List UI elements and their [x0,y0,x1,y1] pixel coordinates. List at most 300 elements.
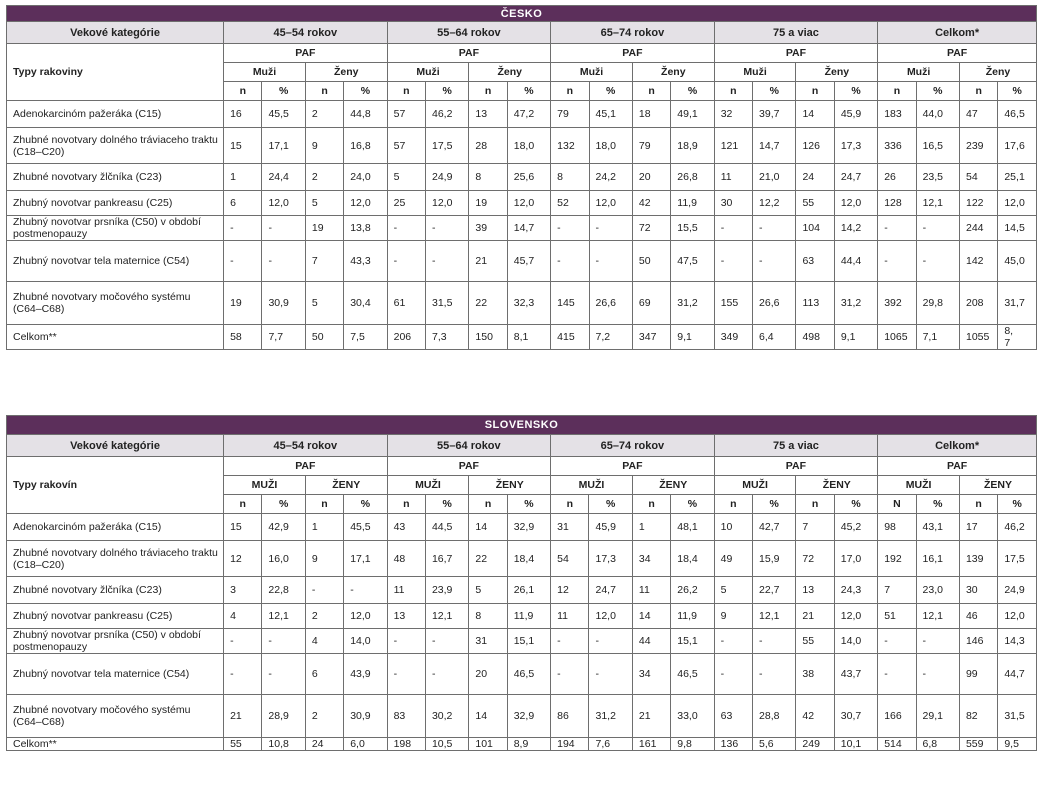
percent-cell: 31,7 [998,282,1037,325]
sex-header: MUŽI [878,476,960,495]
n-header: n [551,82,589,101]
count-cell: 126 [796,128,834,164]
percent-header: % [425,82,468,101]
n-header: n [796,82,834,101]
percent-cell: 18,9 [671,128,714,164]
count-cell: - [224,216,262,241]
count-cell: 98 [878,514,916,541]
percent-cell: 24,7 [834,164,877,191]
sex-header: Ženy [305,63,387,82]
count-cell: 11 [551,604,589,629]
percent-cell: 12,0 [344,191,387,216]
count-cell: 21 [224,695,262,738]
paf-header: PAF [551,457,715,476]
percent-header: % [671,495,714,514]
percent-cell: 18,4 [507,541,550,577]
age-group-header: 65–74 rokov [551,22,715,44]
percent-header: % [425,495,468,514]
count-cell: 82 [959,695,997,738]
percent-cell: 44,8 [344,101,387,128]
count-cell: 58 [224,325,262,350]
count-cell: 559 [959,738,997,751]
percent-cell: 14,2 [834,216,877,241]
count-cell: 63 [714,695,752,738]
count-cell: 57 [387,101,425,128]
percent-cell: 32,3 [507,282,550,325]
count-cell: 104 [796,216,834,241]
count-cell: - [387,629,425,654]
percent-cell: 47,2 [507,101,550,128]
count-cell: 347 [632,325,670,350]
percent-header: % [344,82,387,101]
percent-cell: 10,5 [425,738,468,751]
table-row [7,191,1037,216]
count-cell: 20 [632,164,670,191]
table-cesko [6,5,1037,350]
percent-cell: 7,5 [344,325,387,350]
count-cell: - [714,241,752,282]
percent-cell: 12,1 [262,604,305,629]
percent-cell: 23,5 [916,164,959,191]
count-cell: 38 [796,654,834,695]
table-row [7,164,1037,191]
count-cell: 128 [878,191,916,216]
count-cell: 142 [959,241,997,282]
percent-cell: 43,9 [344,654,387,695]
n-header: n [714,82,752,101]
percent-cell: 11,9 [507,604,550,629]
percent-header: % [671,82,714,101]
percent-cell: 46,5 [671,654,714,695]
percent-cell: 12,0 [834,191,877,216]
count-cell: - [714,654,752,695]
sex-header: ŽENY [469,476,551,495]
percent-cell: 21,0 [753,164,796,191]
percent-cell: 12,0 [998,604,1037,629]
sex-header: Muži [224,63,306,82]
count-cell: 47 [959,101,997,128]
count-cell: - [551,241,589,282]
cancer-type-label: Zhubný novotvar tela maternice (C54) [7,241,224,282]
table-row [7,604,1037,629]
count-cell: 7 [878,577,916,604]
percent-cell: 16,5 [916,128,959,164]
sex-header: ŽENY [796,476,878,495]
n-header: n [878,82,916,101]
percent-cell: 7,6 [589,738,632,751]
percent-cell: 12,1 [916,191,959,216]
percent-cell: 12,0 [834,604,877,629]
country-title: SLOVENSKO [7,416,1037,435]
count-cell: 79 [632,128,670,164]
percent-cell: 24,2 [589,164,632,191]
n-header: n [305,495,343,514]
count-cell: 21 [632,695,670,738]
paf-header: PAF [714,457,878,476]
percent-cell: 30,9 [344,695,387,738]
percent-cell: - [425,629,468,654]
count-cell: 514 [878,738,916,751]
count-cell: 34 [632,654,670,695]
count-cell: - [387,241,425,282]
percent-cell: 16,7 [425,541,468,577]
age-category-header: Vekové kategórie [7,435,224,457]
count-cell: 14 [469,514,507,541]
paf-header: PAF [224,457,388,476]
count-cell: - [224,629,262,654]
count-cell: 139 [959,541,997,577]
count-cell: 5 [469,577,507,604]
country-title: ČESKO [7,6,1037,22]
percent-header: % [753,495,796,514]
percent-cell: 26,6 [753,282,796,325]
percent-cell: 26,6 [589,282,632,325]
percent-cell: 17,1 [262,128,305,164]
percent-cell: 7,1 [916,325,959,350]
table-row [7,629,1037,654]
count-cell: 9 [305,541,343,577]
count-cell: 39 [469,216,507,241]
paf-header: PAF [714,44,878,63]
count-cell: 19 [469,191,507,216]
cancer-type-label: Zhubný novotvar pankreasu (C25) [7,604,224,629]
percent-header: % [998,82,1037,101]
age-group-header: 75 a viac [714,435,878,457]
percent-cell: - [262,654,305,695]
count-cell: 5 [305,191,343,216]
paf-header: PAF [387,44,551,63]
percent-cell: 23,0 [916,577,959,604]
count-cell: 16 [224,101,262,128]
count-cell: 18 [632,101,670,128]
count-cell: - [878,216,916,241]
cancer-type-label: Zhubný novotvar pankreasu (C25) [7,191,224,216]
percent-cell: 24,3 [834,577,877,604]
age-group-header: Celkom* [878,22,1037,44]
count-cell: 34 [632,541,670,577]
percent-cell: 45,0 [998,241,1037,282]
count-cell: 1 [632,514,670,541]
percent-cell: 7,3 [425,325,468,350]
percent-cell: 17,3 [589,541,632,577]
percent-cell: - [753,654,796,695]
count-cell: 21 [796,604,834,629]
percent-cell: 44,7 [998,654,1037,695]
age-group-header: 55–64 rokov [387,435,551,457]
n-header: n [469,495,507,514]
percent-cell: - [916,654,959,695]
cancer-type-label: Zhubný novotvar prsníka (C50) v období postmenopauzy [7,629,224,654]
count-cell: 1055 [959,325,997,350]
count-cell: 46 [959,604,997,629]
cancer-type-label: Adenokarcinóm pažeráka (C15) [7,514,224,541]
count-cell: - [387,654,425,695]
count-cell: 11 [714,164,752,191]
count-cell: 4 [305,629,343,654]
table-row [7,325,1037,350]
count-cell: - [224,241,262,282]
percent-cell: 45,5 [344,514,387,541]
table-row [7,216,1037,241]
count-cell: 132 [551,128,589,164]
count-cell: 166 [878,695,916,738]
percent-cell: 16,8 [344,128,387,164]
count-cell: 5 [387,164,425,191]
sex-header: Ženy [796,63,878,82]
count-cell: 2 [305,604,343,629]
n-header: n [632,495,670,514]
count-cell: 99 [959,654,997,695]
n-header: n [959,82,997,101]
count-cell: 42 [632,191,670,216]
percent-cell: 26,2 [671,577,714,604]
cancer-type-header: Typy rakoviny [7,44,224,101]
count-cell: 155 [714,282,752,325]
percent-cell: 8, 7 [998,325,1037,350]
count-cell: 83 [387,695,425,738]
percent-cell: 24,4 [262,164,305,191]
percent-cell: 30,2 [425,695,468,738]
percent-cell: 46,2 [998,514,1037,541]
paf-header: PAF [224,44,388,63]
count-cell: 8 [469,164,507,191]
percent-cell: 45,5 [262,101,305,128]
n-header: n [632,82,670,101]
count-cell: 54 [551,541,589,577]
count-cell: 13 [796,577,834,604]
n-header: N [878,495,916,514]
count-cell: 22 [469,541,507,577]
count-cell: 54 [959,164,997,191]
percent-cell: 11,9 [671,604,714,629]
table-row [7,101,1037,128]
percent-cell: - [753,216,796,241]
count-cell: 26 [878,164,916,191]
percent-cell: 17,3 [834,128,877,164]
count-cell: 8 [469,604,507,629]
count-cell: 192 [878,541,916,577]
count-cell: - [714,629,752,654]
percent-cell: 17,1 [344,541,387,577]
count-cell: 69 [632,282,670,325]
count-cell: 14 [796,101,834,128]
percent-cell: 15,1 [671,629,714,654]
count-cell: 61 [387,282,425,325]
percent-cell: 7,2 [589,325,632,350]
percent-cell: 9,8 [671,738,714,751]
sex-header: Ženy [632,63,714,82]
percent-cell: 46,5 [507,654,550,695]
table-row [7,541,1037,577]
count-cell: 55 [796,629,834,654]
table-row [7,654,1037,695]
age-group-header: 45–54 rokov [224,22,388,44]
percent-cell: - [589,216,632,241]
percent-cell: 10,8 [262,738,305,751]
percent-header: % [834,82,877,101]
count-cell: - [878,241,916,282]
percent-cell: 42,9 [262,514,305,541]
count-cell: 72 [796,541,834,577]
count-cell: 2 [305,164,343,191]
percent-cell: 15,5 [671,216,714,241]
count-cell: 15 [224,128,262,164]
count-cell: 22 [469,282,507,325]
percent-cell: 9,5 [998,738,1037,751]
percent-header: % [262,82,305,101]
percent-cell: 43,3 [344,241,387,282]
cancer-type-label: Zhubný novotvar prsníka (C50) v období postmenopauzy [7,216,224,241]
percent-cell: 25,6 [507,164,550,191]
percent-cell: 10,1 [834,738,877,751]
count-cell: - [387,216,425,241]
cancer-type-label: Zhubný novotvar tela maternice (C54) [7,654,224,695]
count-cell: 2 [305,101,343,128]
percent-cell: 43,1 [916,514,959,541]
percent-cell: 12,0 [998,191,1037,216]
percent-cell: 24,9 [425,164,468,191]
count-cell: 145 [551,282,589,325]
percent-cell: 12,0 [344,604,387,629]
cancer-type-label: Zhubné novotvary močového systému (C64–C68) [7,282,224,325]
cancer-type-label: Zhubné novotvary dolného tráviaceho traktu (C18–C20) [7,128,224,164]
count-cell: - [551,629,589,654]
percent-cell: 31,5 [425,282,468,325]
percent-header: % [753,82,796,101]
count-cell: 44 [632,629,670,654]
sex-header: ŽENY [305,476,387,495]
count-cell: 11 [632,577,670,604]
percent-cell: - [425,216,468,241]
n-header: n [305,82,343,101]
count-cell: 42 [796,695,834,738]
percent-cell: 17,5 [425,128,468,164]
percent-cell: - [589,654,632,695]
percent-header: % [507,495,550,514]
count-cell: 1 [305,514,343,541]
n-header: n [224,495,262,514]
sex-header: Ženy [469,63,551,82]
count-cell: 10 [714,514,752,541]
percent-cell: 31,2 [589,695,632,738]
count-cell: 415 [551,325,589,350]
count-cell: 150 [469,325,507,350]
percent-header: % [916,495,959,514]
count-cell: 57 [387,128,425,164]
count-cell: 51 [878,604,916,629]
count-cell: 2 [305,695,343,738]
count-cell: 7 [305,241,343,282]
percent-cell: 12,1 [916,604,959,629]
count-cell: 239 [959,128,997,164]
count-cell: 5 [714,577,752,604]
table-row [7,241,1037,282]
percent-cell: 14,7 [753,128,796,164]
count-cell: 1 [224,164,262,191]
count-cell: 14 [632,604,670,629]
percent-header: % [262,495,305,514]
count-cell: - [878,629,916,654]
count-cell: - [551,654,589,695]
paf-header: PAF [878,457,1037,476]
count-cell: - [551,216,589,241]
count-cell: 28 [469,128,507,164]
percent-cell: 8,1 [507,325,550,350]
percent-cell: 12,2 [753,191,796,216]
percent-cell: - [589,241,632,282]
count-cell: 183 [878,101,916,128]
percent-cell: 12,0 [507,191,550,216]
paf-header: PAF [551,44,715,63]
count-cell: 9 [714,604,752,629]
percent-cell: 45,2 [834,514,877,541]
paf-header: PAF [387,457,551,476]
percent-cell: 30,9 [262,282,305,325]
percent-cell: 17,6 [998,128,1037,164]
n-header: n [469,82,507,101]
percent-cell: 6,0 [344,738,387,751]
percent-header: % [344,495,387,514]
count-cell: 249 [796,738,834,751]
age-group-header: 75 a viac [714,22,878,44]
n-header: n [387,82,425,101]
count-cell: 498 [796,325,834,350]
paf-header: PAF [878,44,1037,63]
percent-cell: 9,1 [834,325,877,350]
sex-header: MUŽI [551,476,633,495]
percent-cell: 12,0 [425,191,468,216]
sex-header: Muži [714,63,796,82]
count-cell: 43 [387,514,425,541]
sex-header: MUŽI [387,476,469,495]
count-cell: 12 [551,577,589,604]
percent-cell: - [589,629,632,654]
sex-header: ŽENY [959,476,1036,495]
n-header: n [224,82,262,101]
age-group-header: Celkom* [878,435,1037,457]
count-cell: 14 [469,695,507,738]
sex-header: ŽENY [632,476,714,495]
cancer-type-label: Zhubné novotvary žlčníka (C23) [7,577,224,604]
cancer-type-label: Zhubné novotvary močového systému (C64–C68) [7,695,224,738]
percent-cell: 18,0 [507,128,550,164]
percent-header: % [916,82,959,101]
cancer-type-label: Zhubné novotvary žlčníka (C23) [7,164,224,191]
count-cell: 4 [224,604,262,629]
table-row [7,514,1037,541]
percent-cell: - [916,216,959,241]
count-cell: 63 [796,241,834,282]
count-cell: 3 [224,577,262,604]
count-cell: 101 [469,738,507,751]
percent-cell: 15,1 [507,629,550,654]
percent-cell: 43,7 [834,654,877,695]
count-cell: 20 [469,654,507,695]
cancer-type-label: Zhubné novotvary dolného tráviaceho traktu (C18–C20) [7,541,224,577]
percent-cell: 12,1 [753,604,796,629]
count-cell: 8 [551,164,589,191]
percent-cell: 46,5 [998,101,1037,128]
percent-header: % [998,495,1037,514]
percent-header: % [507,82,550,101]
table-row [7,282,1037,325]
count-cell: 146 [959,629,997,654]
table-slovensko [6,415,1037,751]
percent-header: % [589,82,632,101]
percent-cell: 22,8 [262,577,305,604]
table-row [7,128,1037,164]
age-category-header: Vekové kategórie [7,22,224,44]
